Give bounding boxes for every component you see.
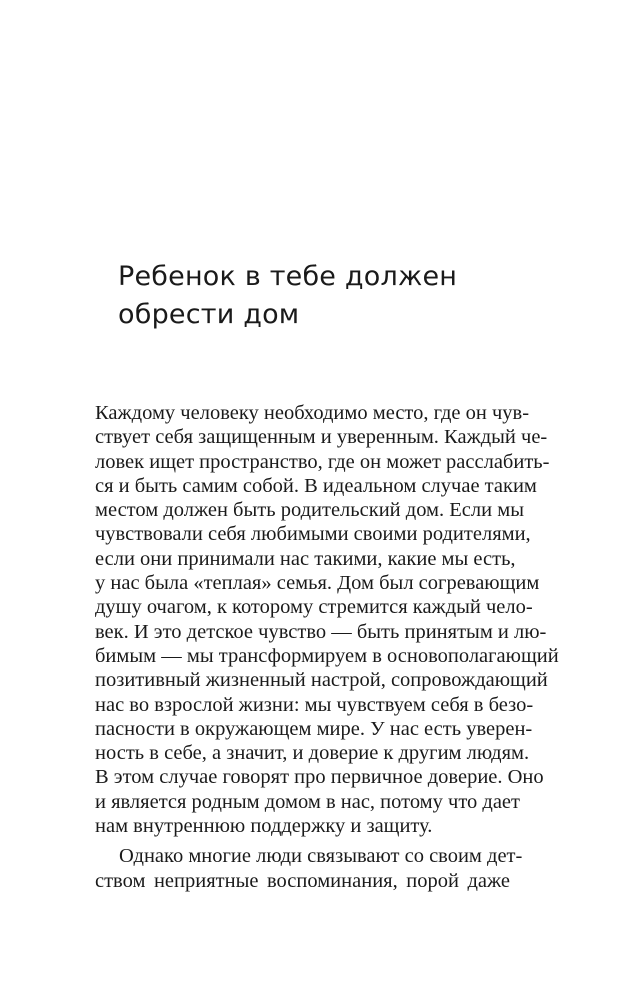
text-line: чувствовали себя любимыми своими родителями, xyxy=(95,523,531,546)
heading-line: Ребенок в тебе должен xyxy=(118,261,458,292)
text-line: Однако многие люди связывают со своим дет- xyxy=(119,845,523,868)
text-line: местом должен быть родительский дом. Если мы xyxy=(95,499,524,522)
text-line: у нас была «теплая» семья. Дом был согревающим xyxy=(95,572,540,595)
text-line: Каждому человеку необходимо место, где он чув- xyxy=(95,402,530,424)
text-line: и является родным домом в нас, потому что дает xyxy=(95,790,520,813)
text-line: нас во взрослой жизни: мы чувствуем себя в безо- xyxy=(95,693,534,716)
text-line: душу очагом, к которому стремится каждый чело- xyxy=(95,596,533,619)
text-line: пасности в окружающем мире. У нас есть уверен- xyxy=(95,717,533,740)
text-line: ность в себе, а значит, и доверие к другим людям. xyxy=(95,742,530,765)
text-line: ловек ищет пространство, где он может расслабить- xyxy=(95,450,550,473)
body-text xyxy=(95,401,559,893)
text-line: бимым — мы трансформируем в основополагающий xyxy=(95,644,559,667)
text-line: ся и быть самим собой. В идеальном случае таким xyxy=(95,474,537,497)
text-line: если они принимали нас такими, какие мы есть, xyxy=(95,547,516,570)
chapter-heading xyxy=(118,258,538,334)
text-line: ствует себя защищенным и уверенным. Каждый че- xyxy=(95,426,548,449)
text-line: ством неприятные воспоминания, порой даже xyxy=(95,869,510,892)
text-line: нам внутреннюю поддержку и защиту. xyxy=(95,815,433,838)
heading-line: обрести дом xyxy=(118,299,300,330)
paragraph-1 xyxy=(95,401,559,838)
text-line: позитивный жизненный настрой, сопровождающий xyxy=(95,669,548,692)
text-line: век. И это детское чувство — быть принятым и лю- xyxy=(95,620,547,643)
text-line: В этом случае говорят про первичное доверие. Оно xyxy=(95,766,544,789)
paragraph-2 xyxy=(95,844,523,893)
